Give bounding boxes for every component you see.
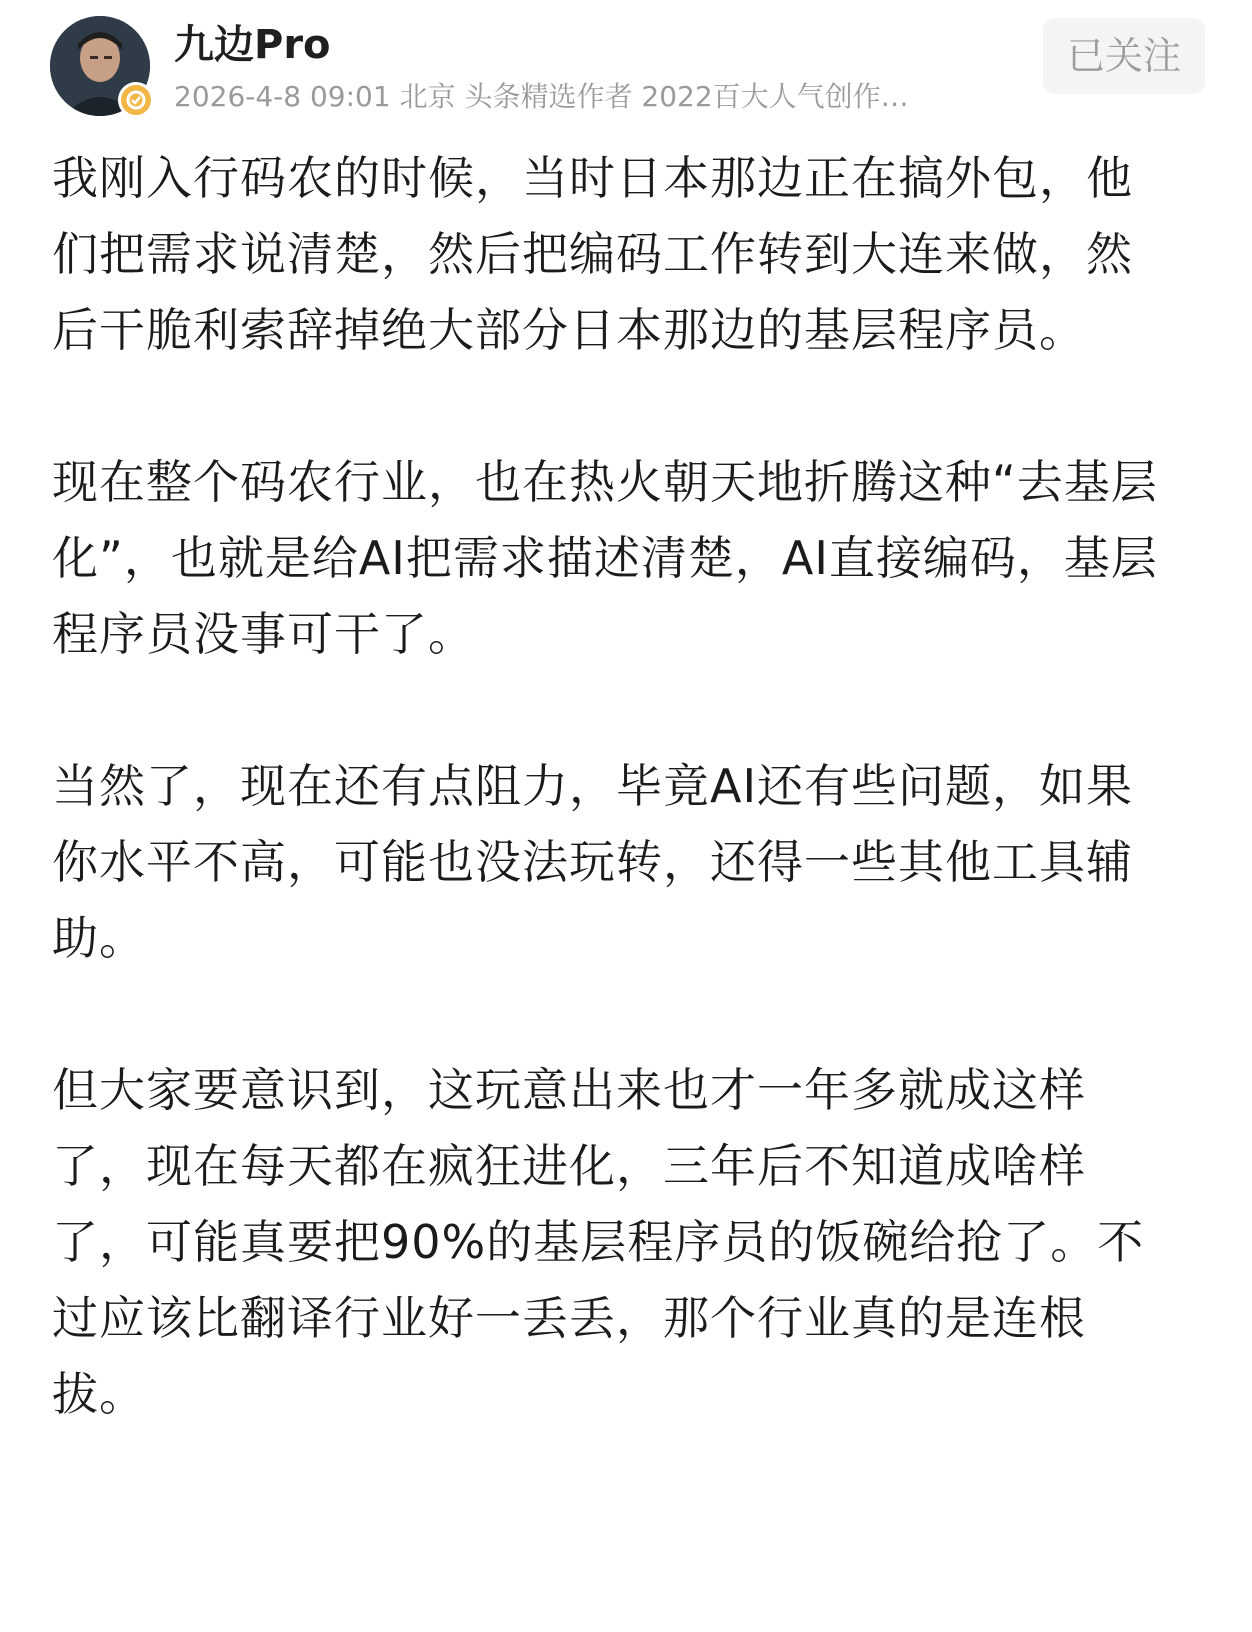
article-paragraph: 当然了，现在还有点阻力，毕竟AI还有些问题，如果你水平不高，可能也没法玩转，还得一些其他工具辅助。 [52,759,1134,965]
author-avatar[interactable] [50,16,150,116]
verified-badge-icon [118,82,154,118]
article-paragraph: 我刚入行码农的时候，当时日本那边正在搞外包，他们把需求说清楚，然后把编码工作转到大连来做，然后干脆利索辞掉绝大部分日本那边的基层程序员。 [52,151,1133,357]
article-body [52,140,1162,1432]
author-name[interactable]: 九边Pro [174,22,331,68]
article-paragraph: 现在整个码农行业，也在热火朝天地折腾这种“去基层化”，也就是给AI把需求描述清楚，AI直接编码，基层程序员没事可干了。 [52,455,1158,661]
post-meta: 2026-4-8 09:01 北京 头条精选作者 2022百大人气创作… [174,80,909,113]
follow-button[interactable]: 已关注 [1043,18,1205,94]
article-paragraph: 但大家要意识到，这玩意出来也才一年多就成这样了，现在每天都在疯狂进化，三年后不知道成啥样了，可能真要把90%的基层程序员的饭碗给抢了。不过应该比翻译行业好一丢丢，那个行业真的是连根拔。 [52,1063,1145,1421]
post-header [0,0,1252,130]
